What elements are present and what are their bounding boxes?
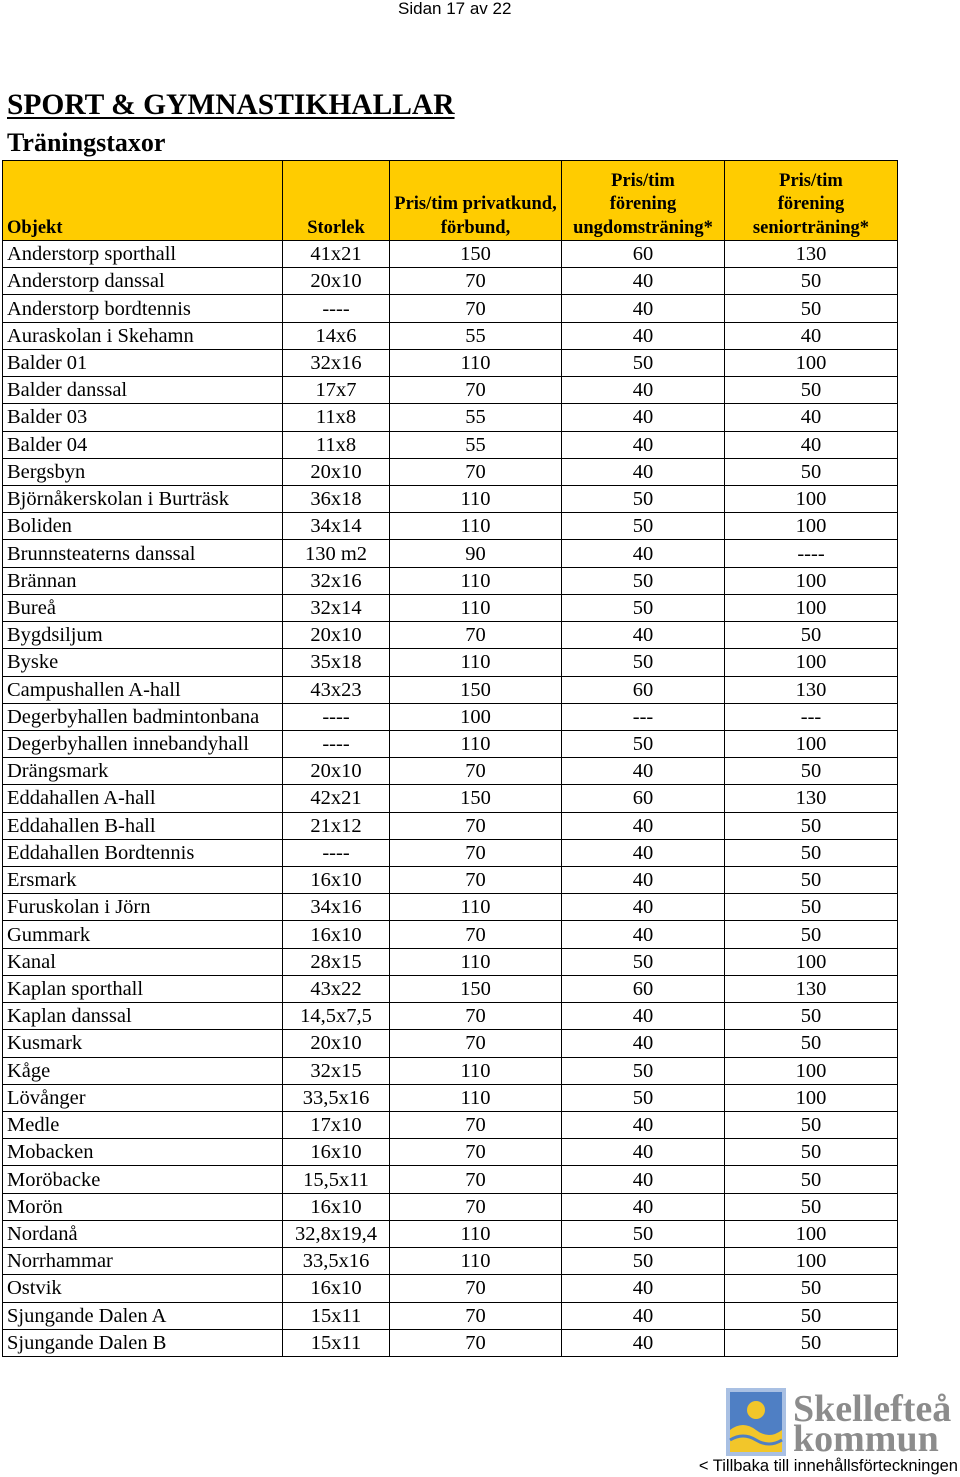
- cell-pris-senior: 100: [725, 486, 898, 513]
- cell-storlek: 130 m2: [283, 540, 390, 567]
- cell-pris-senior: 100: [725, 1221, 898, 1248]
- cell-pris-ungdom: 50: [562, 486, 725, 513]
- cell-pris-privatkund: 70: [390, 1166, 562, 1193]
- cell-objekt: Balder danssal: [3, 377, 283, 404]
- logo-name-line2: kommun: [793, 1418, 939, 1460]
- cell-pris-senior: 130: [725, 976, 898, 1003]
- cell-objekt: Auraskolan i Skehamn: [3, 323, 283, 350]
- cell-objekt: Kaplan sporthall: [3, 976, 283, 1003]
- cell-storlek: 14,5x7,5: [283, 1003, 390, 1030]
- cell-storlek: 16x10: [283, 867, 390, 894]
- cell-pris-privatkund: 70: [390, 268, 562, 295]
- table-row: [3, 1248, 898, 1275]
- table-row: [3, 622, 898, 649]
- cell-pris-privatkund: 70: [390, 1003, 562, 1030]
- cell-pris-senior: 50: [725, 1112, 898, 1139]
- cell-storlek: 32x15: [283, 1058, 390, 1085]
- cell-pris-ungdom: 60: [562, 241, 725, 268]
- cell-pris-privatkund: 150: [390, 976, 562, 1003]
- cell-pris-senior: 100: [725, 513, 898, 540]
- cell-pris-ungdom: 40: [562, 404, 725, 431]
- cell-pris-senior: 130: [725, 241, 898, 268]
- cell-pris-ungdom: 50: [562, 513, 725, 540]
- cell-storlek: 11x8: [283, 404, 390, 431]
- cell-pris-senior: 100: [725, 1248, 898, 1275]
- cell-pris-ungdom: 40: [562, 867, 725, 894]
- cell-pris-senior: 50: [725, 1194, 898, 1221]
- cell-pris-senior: 50: [725, 268, 898, 295]
- table-body: [3, 241, 898, 1357]
- cell-pris-ungdom: 60: [562, 976, 725, 1003]
- table-row: [3, 867, 898, 894]
- cell-objekt: Furuskolan i Jörn: [3, 894, 283, 921]
- cell-pris-privatkund: 70: [390, 1194, 562, 1221]
- cell-pris-ungdom: 40: [562, 323, 725, 350]
- cell-storlek: 34x14: [283, 513, 390, 540]
- cell-pris-senior: 40: [725, 404, 898, 431]
- table-row: [3, 513, 898, 540]
- cell-pris-ungdom: 40: [562, 268, 725, 295]
- cell-storlek: 15x11: [283, 1303, 390, 1330]
- cell-objekt: Bureå: [3, 595, 283, 622]
- cell-pris-privatkund: 70: [390, 1275, 562, 1302]
- cell-pris-senior: 50: [725, 1303, 898, 1330]
- cell-pris-privatkund: 110: [390, 1085, 562, 1112]
- cell-pris-ungdom: ---: [562, 704, 725, 731]
- logo-sun: [747, 1401, 765, 1419]
- cell-pris-ungdom: 50: [562, 731, 725, 758]
- table-row: [3, 404, 898, 431]
- cell-storlek: 21x12: [283, 813, 390, 840]
- cell-storlek: 11x8: [283, 432, 390, 459]
- cell-pris-senior: 100: [725, 731, 898, 758]
- cell-storlek: 14x6: [283, 323, 390, 350]
- cell-pris-privatkund: 70: [390, 1030, 562, 1057]
- table-row: [3, 568, 898, 595]
- cell-storlek: ----: [283, 295, 390, 322]
- cell-pris-ungdom: 40: [562, 1112, 725, 1139]
- cell-pris-senior: 50: [725, 1166, 898, 1193]
- column-header-label: Pris/tim privatkund,: [394, 194, 557, 214]
- cell-storlek: 16x10: [283, 1194, 390, 1221]
- cell-pris-senior: 50: [725, 894, 898, 921]
- table-row: [3, 813, 898, 840]
- cell-pris-privatkund: 70: [390, 1330, 562, 1357]
- cell-pris-privatkund: 70: [390, 1139, 562, 1166]
- cell-pris-ungdom: 60: [562, 785, 725, 812]
- table-row: [3, 1275, 898, 1302]
- price-table: [2, 160, 898, 1357]
- cell-pris-senior: 50: [725, 1030, 898, 1057]
- cell-pris-senior: 40: [725, 323, 898, 350]
- cell-storlek: ----: [283, 731, 390, 758]
- cell-pris-senior: 100: [725, 649, 898, 676]
- cell-pris-ungdom: 40: [562, 1194, 725, 1221]
- cell-pris-senior: 50: [725, 622, 898, 649]
- cell-pris-privatkund: 110: [390, 1248, 562, 1275]
- table-row: [3, 595, 898, 622]
- cell-storlek: 41x21: [283, 241, 390, 268]
- cell-pris-senior: 50: [725, 1330, 898, 1357]
- cell-pris-privatkund: 110: [390, 1221, 562, 1248]
- cell-pris-privatkund: 55: [390, 432, 562, 459]
- table-row: [3, 949, 898, 976]
- cell-pris-privatkund: 70: [390, 295, 562, 322]
- cell-pris-ungdom: 40: [562, 1003, 725, 1030]
- cell-pris-privatkund: 110: [390, 894, 562, 921]
- table-row: [3, 295, 898, 322]
- table-row: [3, 1058, 898, 1085]
- cell-pris-privatkund: 110: [390, 568, 562, 595]
- page-indicator: Sidan 17 av 22: [398, 0, 512, 18]
- cell-objekt: Balder 04: [3, 432, 283, 459]
- cell-pris-senior: 50: [725, 813, 898, 840]
- cell-pris-senior: 50: [725, 459, 898, 486]
- cell-pris-privatkund: 90: [390, 540, 562, 567]
- cell-objekt: Anderstorp sporthall: [3, 241, 283, 268]
- cell-storlek: ----: [283, 840, 390, 867]
- page-title: SPORT & GYMNASTIKHALLAR: [7, 89, 455, 121]
- cell-pris-senior: 50: [725, 921, 898, 948]
- cell-pris-senior: 130: [725, 677, 898, 704]
- cell-pris-senior: 50: [725, 758, 898, 785]
- cell-pris-privatkund: 70: [390, 921, 562, 948]
- column-header-pris-senior: [725, 161, 898, 241]
- table-row: [3, 758, 898, 785]
- cell-pris-ungdom: 40: [562, 459, 725, 486]
- cell-pris-privatkund: 110: [390, 1058, 562, 1085]
- cell-objekt: Norrhammar: [3, 1248, 283, 1275]
- cell-storlek: 20x10: [283, 459, 390, 486]
- table-row: [3, 1003, 898, 1030]
- cell-objekt: Kusmark: [3, 1030, 283, 1057]
- cell-objekt: Kanal: [3, 949, 283, 976]
- table-row: [3, 350, 898, 377]
- cell-pris-privatkund: 70: [390, 459, 562, 486]
- table-row: [3, 731, 898, 758]
- cell-pris-privatkund: 110: [390, 649, 562, 676]
- cell-pris-privatkund: 70: [390, 758, 562, 785]
- cell-objekt: Degerbyhallen badmintonbana: [3, 704, 283, 731]
- cell-objekt: Medle: [3, 1112, 283, 1139]
- cell-objekt: Morön: [3, 1194, 283, 1221]
- cell-objekt: Kåge: [3, 1058, 283, 1085]
- table-row: [3, 704, 898, 731]
- column-header-label: Pris/tim: [779, 170, 843, 191]
- cell-objekt: Kaplan danssal: [3, 1003, 283, 1030]
- cell-pris-senior: 40: [725, 432, 898, 459]
- table-header-row: [3, 161, 898, 241]
- cell-pris-senior: 50: [725, 1003, 898, 1030]
- cell-objekt: Degerbyhallen innebandyhall: [3, 731, 283, 758]
- cell-pris-ungdom: 50: [562, 568, 725, 595]
- table-row: [3, 677, 898, 704]
- table-row: [3, 1194, 898, 1221]
- coat-of-arms-icon: [726, 1388, 786, 1456]
- cell-objekt: Byske: [3, 649, 283, 676]
- cell-storlek: 32x16: [283, 568, 390, 595]
- table-row: [3, 785, 898, 812]
- column-header-pris-privatkund: [390, 161, 562, 241]
- cell-pris-ungdom: 60: [562, 677, 725, 704]
- cell-pris-privatkund: 55: [390, 323, 562, 350]
- table-row: [3, 1166, 898, 1193]
- cell-pris-privatkund: 70: [390, 1112, 562, 1139]
- cell-objekt: Balder 01: [3, 350, 283, 377]
- cell-pris-senior: 100: [725, 595, 898, 622]
- cell-pris-ungdom: 50: [562, 1221, 725, 1248]
- cell-pris-ungdom: 40: [562, 1330, 725, 1357]
- cell-objekt: Brännan: [3, 568, 283, 595]
- cell-storlek: 16x10: [283, 1139, 390, 1166]
- cell-storlek: 15,5x11: [283, 1166, 390, 1193]
- cell-objekt: Moröbacke: [3, 1166, 283, 1193]
- cell-pris-privatkund: 70: [390, 377, 562, 404]
- cell-storlek: 34x16: [283, 894, 390, 921]
- cell-storlek: 35x18: [283, 649, 390, 676]
- cell-storlek: 32x14: [283, 595, 390, 622]
- cell-pris-privatkund: 150: [390, 241, 562, 268]
- cell-objekt: Eddahallen Bordtennis: [3, 840, 283, 867]
- cell-pris-ungdom: 40: [562, 921, 725, 948]
- cell-pris-privatkund: 110: [390, 513, 562, 540]
- cell-pris-ungdom: 40: [562, 1275, 725, 1302]
- cell-objekt: Balder 03: [3, 404, 283, 431]
- cell-pris-senior: 50: [725, 840, 898, 867]
- table-row: [3, 323, 898, 350]
- cell-storlek: 17x7: [283, 377, 390, 404]
- cell-pris-privatkund: 110: [390, 595, 562, 622]
- cell-objekt: Eddahallen B-hall: [3, 813, 283, 840]
- table-row: [3, 1221, 898, 1248]
- column-header-label: Storlek: [307, 217, 365, 238]
- cell-pris-privatkund: 70: [390, 867, 562, 894]
- cell-pris-senior: 50: [725, 377, 898, 404]
- column-header-label: ungdomsträning*: [573, 217, 713, 238]
- cell-objekt: Sjungande Dalen B: [3, 1330, 283, 1357]
- cell-storlek: 43x23: [283, 677, 390, 704]
- table-row: [3, 268, 898, 295]
- cell-pris-senior: 100: [725, 568, 898, 595]
- table-row: [3, 540, 898, 567]
- cell-pris-ungdom: 50: [562, 595, 725, 622]
- cell-objekt: Boliden: [3, 513, 283, 540]
- cell-storlek: 33,5x16: [283, 1085, 390, 1112]
- column-header-label: Objekt: [7, 217, 63, 238]
- cell-pris-senior: 50: [725, 1275, 898, 1302]
- cell-pris-privatkund: 150: [390, 785, 562, 812]
- cell-pris-senior: 100: [725, 1058, 898, 1085]
- cell-pris-ungdom: 40: [562, 540, 725, 567]
- cell-storlek: 32,8x19,4: [283, 1221, 390, 1248]
- table-row: [3, 649, 898, 676]
- cell-objekt: Eddahallen A-hall: [3, 785, 283, 812]
- cell-objekt: Björnåkerskolan i Burträsk: [3, 486, 283, 513]
- cell-storlek: 20x10: [283, 622, 390, 649]
- cell-objekt: Bergsbyn: [3, 459, 283, 486]
- cell-pris-ungdom: 40: [562, 1166, 725, 1193]
- cell-pris-ungdom: 40: [562, 840, 725, 867]
- cell-pris-ungdom: 50: [562, 1248, 725, 1275]
- column-header-storlek: [283, 161, 390, 241]
- cell-pris-privatkund: 70: [390, 840, 562, 867]
- cell-pris-ungdom: 40: [562, 894, 725, 921]
- cell-objekt: Ersmark: [3, 867, 283, 894]
- cell-pris-senior: 130: [725, 785, 898, 812]
- cell-pris-privatkund: 110: [390, 731, 562, 758]
- cell-objekt: Drängsmark: [3, 758, 283, 785]
- table-row: [3, 921, 898, 948]
- cell-pris-ungdom: 50: [562, 350, 725, 377]
- table-row: [3, 840, 898, 867]
- cell-pris-privatkund: 70: [390, 622, 562, 649]
- table-row: [3, 894, 898, 921]
- cell-pris-ungdom: 40: [562, 622, 725, 649]
- cell-storlek: 33,5x16: [283, 1248, 390, 1275]
- cell-pris-ungdom: 50: [562, 649, 725, 676]
- cell-pris-ungdom: 40: [562, 1139, 725, 1166]
- cell-storlek: 20x10: [283, 1030, 390, 1057]
- cell-storlek: 20x10: [283, 268, 390, 295]
- column-header-label: förening: [777, 194, 845, 214]
- cell-storlek: 28x15: [283, 949, 390, 976]
- table-row: [3, 1112, 898, 1139]
- cell-pris-ungdom: 40: [562, 295, 725, 322]
- cell-storlek: ----: [283, 704, 390, 731]
- cell-storlek: 20x10: [283, 758, 390, 785]
- column-header-pris-ungdom: [562, 161, 725, 241]
- table-row: [3, 976, 898, 1003]
- cell-pris-senior: ---: [725, 704, 898, 731]
- cell-pris-ungdom: 40: [562, 758, 725, 785]
- cell-objekt: Nordanå: [3, 1221, 283, 1248]
- cell-pris-senior: 100: [725, 350, 898, 377]
- cell-pris-privatkund: 55: [390, 404, 562, 431]
- table-row: [3, 1085, 898, 1112]
- cell-pris-ungdom: 50: [562, 1058, 725, 1085]
- cell-objekt: Anderstorp danssal: [3, 268, 283, 295]
- column-header-label: förening: [609, 194, 677, 214]
- table-row: [3, 486, 898, 513]
- cell-pris-ungdom: 40: [562, 1030, 725, 1057]
- cell-storlek: 43x22: [283, 976, 390, 1003]
- table-row: [3, 1330, 898, 1357]
- cell-objekt: Mobacken: [3, 1139, 283, 1166]
- logo-wordmark: [793, 1388, 952, 1460]
- cell-pris-privatkund: 70: [390, 1303, 562, 1330]
- column-header-label: seniorträning*: [752, 217, 870, 238]
- column-header-label: förbund,: [440, 217, 511, 238]
- page-subtitle: Träningstaxor: [7, 128, 166, 157]
- cell-storlek: 17x10: [283, 1112, 390, 1139]
- cell-objekt: Gummark: [3, 921, 283, 948]
- table-row: [3, 1303, 898, 1330]
- cell-pris-senior: 100: [725, 1085, 898, 1112]
- logo-name-line1: Skellefteå: [793, 1388, 952, 1430]
- cell-pris-ungdom: 50: [562, 949, 725, 976]
- cell-pris-ungdom: 40: [562, 1303, 725, 1330]
- cell-pris-ungdom: 40: [562, 377, 725, 404]
- cell-pris-ungdom: 50: [562, 1085, 725, 1112]
- cell-pris-privatkund: 150: [390, 677, 562, 704]
- cell-storlek: 36x18: [283, 486, 390, 513]
- table-row: [3, 459, 898, 486]
- table-row: [3, 241, 898, 268]
- cell-objekt: Bygdsiljum: [3, 622, 283, 649]
- table-row: [3, 1030, 898, 1057]
- cell-pris-senior: 50: [725, 1139, 898, 1166]
- table-row: [3, 377, 898, 404]
- cell-objekt: Sjungande Dalen A: [3, 1303, 283, 1330]
- cell-objekt: Brunnsteaterns danssal: [3, 540, 283, 567]
- cell-storlek: 15x11: [283, 1330, 390, 1357]
- table-row: [3, 432, 898, 459]
- cell-storlek: 16x10: [283, 1275, 390, 1302]
- cell-storlek: 16x10: [283, 921, 390, 948]
- column-header-objekt: [3, 161, 283, 241]
- cell-pris-privatkund: 70: [390, 813, 562, 840]
- table-row: [3, 1139, 898, 1166]
- cell-storlek: 32x16: [283, 350, 390, 377]
- cell-pris-privatkund: 110: [390, 486, 562, 513]
- cell-pris-privatkund: 110: [390, 949, 562, 976]
- column-header-label: Pris/tim: [611, 170, 675, 191]
- cell-pris-privatkund: 110: [390, 350, 562, 377]
- cell-objekt: Campushallen A-hall: [3, 677, 283, 704]
- cell-objekt: Lövånger: [3, 1085, 283, 1112]
- cell-pris-privatkund: 100: [390, 704, 562, 731]
- cell-pris-senior: 50: [725, 295, 898, 322]
- cell-storlek: 42x21: [283, 785, 390, 812]
- back-to-contents-link[interactable]: < Tillbaka till innehållsförteckningen: [698, 1457, 958, 1475]
- cell-pris-senior: 50: [725, 867, 898, 894]
- cell-pris-ungdom: 40: [562, 813, 725, 840]
- cell-objekt: Anderstorp bordtennis: [3, 295, 283, 322]
- cell-pris-senior: 100: [725, 949, 898, 976]
- cell-pris-senior: ----: [725, 540, 898, 567]
- cell-objekt: Ostvik: [3, 1275, 283, 1302]
- cell-pris-ungdom: 40: [562, 432, 725, 459]
